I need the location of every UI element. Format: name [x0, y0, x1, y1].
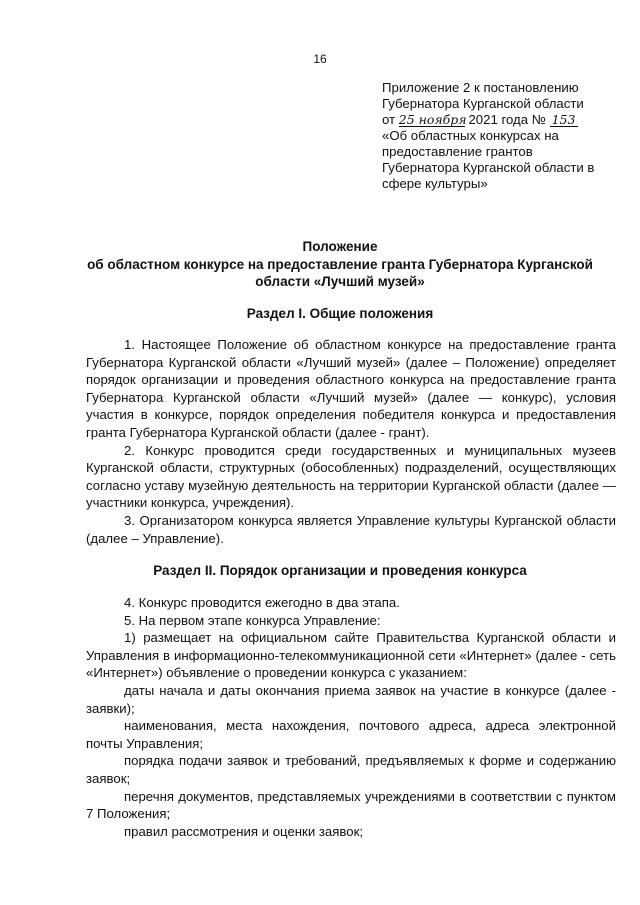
- annex-from-label: от: [382, 112, 396, 127]
- list-item-dates: даты начала и даты окончания приема заявок на участие в конкурсе (далее - заявки);: [86, 682, 616, 716]
- handwritten-date: 25 ноября: [398, 112, 467, 127]
- section-1-heading: Раздел I. Общие положения: [246, 306, 434, 321]
- section-1-body: [86, 336, 616, 547]
- list-item-names: наименования, места нахождения, почтового адреса, адреса электронной почты Управления;: [86, 718, 616, 751]
- list-item-documents: перечня документов, представляемых учреждениями в соответствии с пунктом 7 Положения;: [86, 788, 616, 822]
- annex-line-4: «Об областных конкурсах на: [382, 128, 559, 143]
- annex-line-2: Губернатора Курганской области: [382, 96, 584, 111]
- paragraph-5: 5. На первом этапе конкурса Управление:: [124, 612, 381, 628]
- paragraph-3: 3. Организатором конкурса является Управление культуры Курганской области (далее – Управление).: [86, 512, 616, 546]
- document-title: [60, 238, 620, 291]
- paragraph-5-1: 1) размещает на официальном сайте Правительства Курганской области и Управления в информационно-телекоммуникационной сети «Интернет» (далее - сеть «Интернет») объявление о проведении конкурса с указанием:: [86, 630, 616, 681]
- annex-line-6: Губернатора Курганской области в: [382, 160, 595, 175]
- annex-year-label: 2021 года №: [468, 112, 546, 127]
- annex-line-1: Приложение 2 к постановлению: [382, 80, 579, 95]
- annex-line-7: сфере культуры»: [382, 176, 488, 191]
- paragraph-1: 1. Настоящее Положение об областном конкурсе на предоставление гранта Губернатора Курганской области «Лучший музей» (далее – Положение) определяет порядок организации и проведения областного конкурса на предоставление гранта Губернатора Курганской области «Лучший музей» (далее — конкурс), условия участия в конкурсе, порядок определения победителя конкурса и предоставления гранта Губернатора Курганской области (далее - грант).: [86, 337, 616, 440]
- title-line-3: области «Лучший музей»: [255, 274, 425, 289]
- paragraph-2: 2. Конкурс проводится среди государственных и муниципальных музеев Курганской области, структурных (обособленных) подразделений, осуществляющих согласно уставу музейную деятельность на территории Курганской области (далее — участники конкурса, учреждения).: [86, 442, 616, 511]
- handwritten-number: 153: [550, 113, 578, 127]
- paragraph-4: 4. Конкурс проводится ежегодно в два этапа.: [124, 595, 400, 610]
- annex-line-3: [382, 112, 622, 128]
- list-item-procedure: порядка подачи заявок и требований, предъявляемых к форме и содержанию заявок;: [86, 753, 616, 786]
- section-2-heading: Раздел II. Порядок организации и проведения конкурса: [153, 563, 527, 578]
- section-2-body: [86, 594, 616, 840]
- annex-line-5: предоставление грантов: [382, 144, 533, 159]
- list-item-rules: правил рассмотрения и оценки заявок;: [124, 823, 364, 839]
- page-number: 16: [313, 52, 327, 66]
- title-line-2: об областном конкурсе на предоставление гранта Губернатора Курганской: [87, 256, 593, 272]
- title-line-1: Положение: [302, 239, 378, 254]
- annex-block: [382, 80, 622, 192]
